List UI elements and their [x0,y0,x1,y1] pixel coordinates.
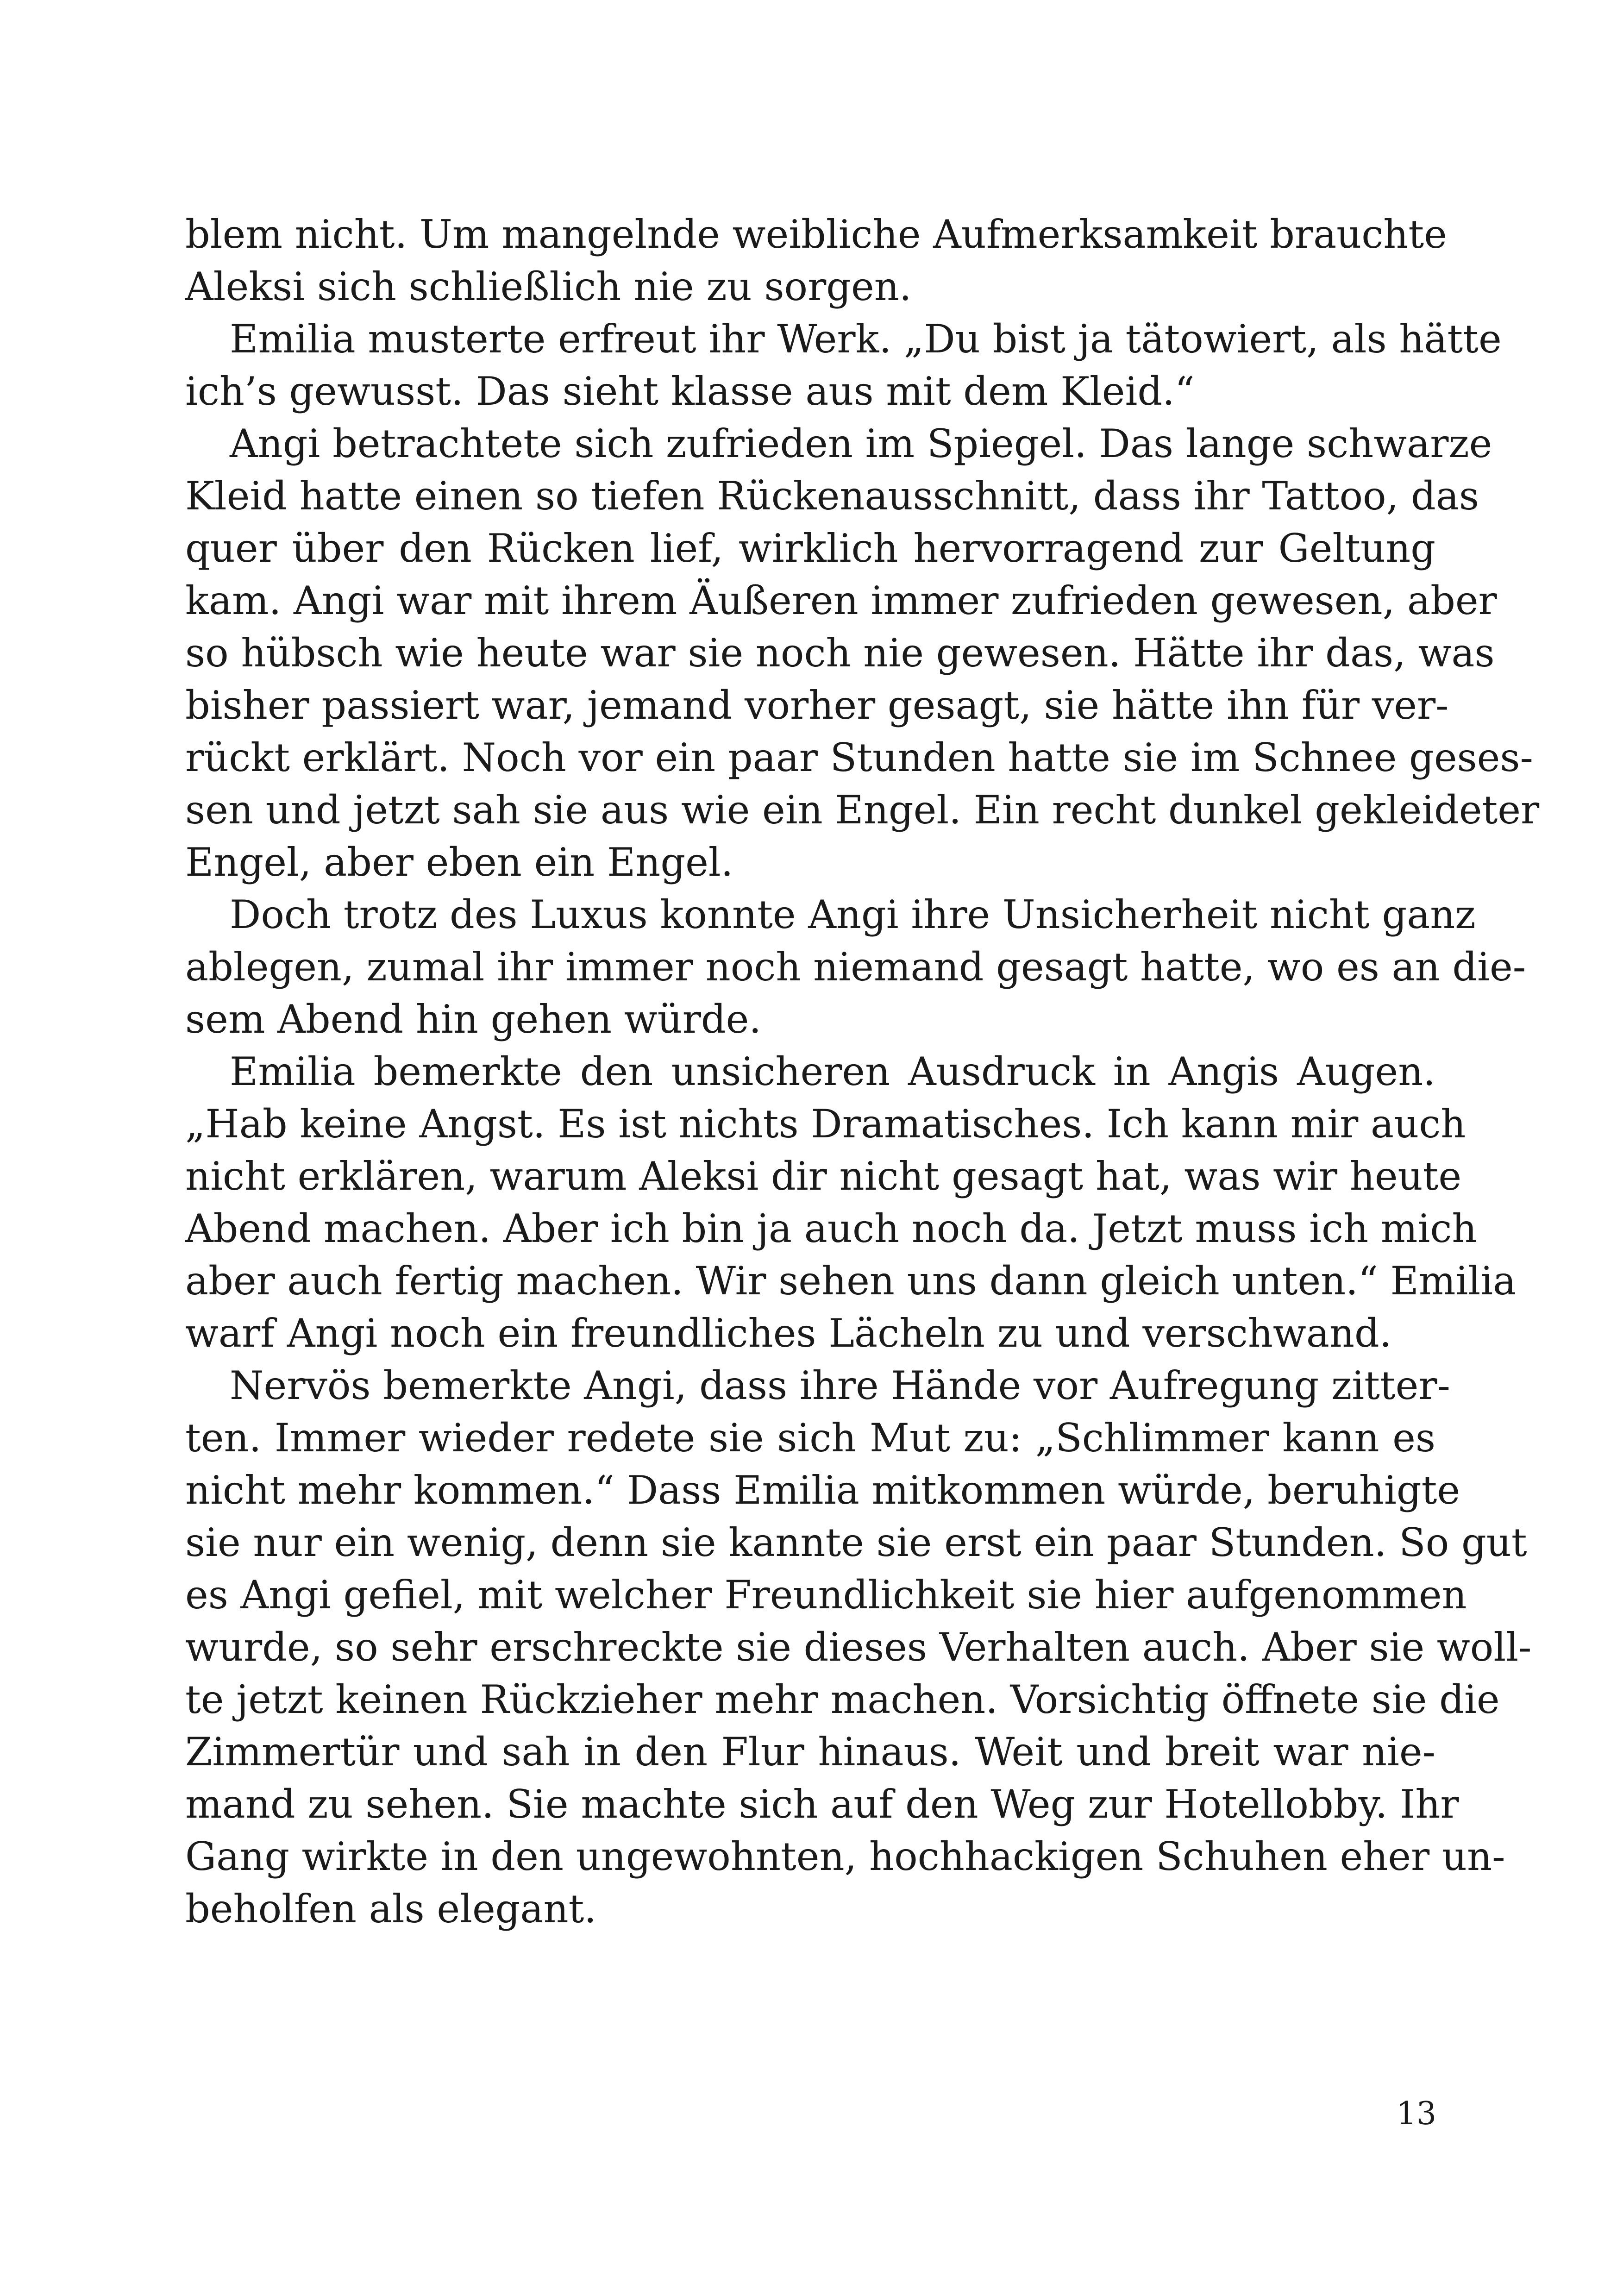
text-line: Angi betrachtete sich zufrieden im Spiegel. Das lange schwarze [230,421,1492,466]
text-line: sie nur ein wenig, denn sie kannte sie erst ein paar Stunden. So gut [185,1520,1527,1565]
paragraph [185,1360,1532,1935]
body-text [185,208,1540,1935]
text-line: wurde, so sehr erschreckte sie dieses Verhalten auch. Aber sie woll- [185,1625,1532,1670]
text-line: bisher passiert war, jemand vorher gesagt, sie hätte ihn für ver- [185,683,1449,728]
paragraph [185,208,1447,313]
text-line: rückt erklärt. Noch vor ein paar Stunden hatte sie im Schnee geses- [185,735,1533,780]
text-line: Nervös bemerkte Angi, dass ihre Hände vor Aufregung zitter- [230,1363,1450,1408]
paragraph [185,889,1526,1046]
text-line: Abend machen. Aber ich bin ja auch noch da. Jetzt muss ich mich [185,1206,1477,1251]
text-line: warf Angi noch ein freundliches Lächeln zu und verschwand. [185,1311,1392,1356]
text-line: ten. Immer wieder redete sie sich Mut zu: „Schlimmer kann es [185,1415,1435,1461]
text-line: kam. Angi war mit ihrem Äußeren immer zufrieden gewesen, aber [185,578,1497,623]
text-line: Doch trotz des Luxus konnte Angi ihre Unsicherheit nicht ganz [230,892,1476,937]
paragraph [185,418,1540,889]
text-line: Gang wirkte in den ungewohnten, hochhackigen Schuhen eher un- [185,1834,1505,1879]
text-line: ablegen, zumal ihr immer noch niemand gesagt hatte, wo es an die- [185,944,1526,990]
text-line: blem nicht. Um mangelnde weibliche Aufmerksamkeit brauchte [185,212,1447,257]
text-line: quer über den Rücken lief, wirklich hervorragend zur Geltung [185,526,1435,571]
paragraph [185,1046,1517,1360]
page-number: 13 [1396,2095,1436,2132]
text-line: te jetzt keinen Rückzieher mehr machen. Vorsichtig öffnete sie die [185,1677,1500,1722]
text-line: nicht mehr kommen.“ Dass Emilia mitkommen würde, beruhigte [185,1468,1460,1513]
text-line: beholfen als elegant. [185,1886,597,1932]
text-line: sen und jetzt sah sie aus wie ein Engel. Ein recht dunkel gekleideter [185,787,1540,833]
text-line: Kleid hatte einen so tiefen Rückenausschnitt, dass ihr Tattoo, das [185,473,1479,519]
text-line: es Angi gefiel, mit welcher Freundlichkeit sie hier aufgenommen [185,1572,1467,1618]
text-line: Zimmertür und sah in den Flur hinaus. Weit und breit war nie- [185,1729,1435,1775]
text-line: sem Abend hin gehen würde. [185,997,762,1042]
text-line: ich’s gewusst. Das sieht klasse aus mit dem Kleid.“ [185,369,1195,414]
text-line: aber auch fertig machen. Wir sehen uns dann gleich unten.“ Emilia [185,1258,1517,1304]
text-line: Engel, aber eben ein Engel. [185,840,733,885]
text-line: mand zu sehen. Sie machte sich auf den Weg zur Hotellobby. Ihr [185,1782,1459,1827]
text-line: Aleksi sich schließlich nie zu sorgen. [185,264,912,309]
text-line: nicht erklären, warum Aleksi dir nicht gesagt hat, was wir heute [185,1154,1462,1199]
text-line: so hübsch wie heute war sie noch nie gewesen. Hätte ihr das, was [185,630,1495,676]
text-line: Emilia musterte erfreut ihr Werk. „Du bist ja tätowiert, als hätte [230,316,1502,362]
text-line: Emilia bemerkte den unsicheren Ausdruck in Angis Augen. [230,1049,1435,1094]
text-line: „Hab keine Angst. Es ist nichts Dramatisches. Ich kann mir auch [185,1101,1466,1147]
paragraph [185,313,1502,418]
